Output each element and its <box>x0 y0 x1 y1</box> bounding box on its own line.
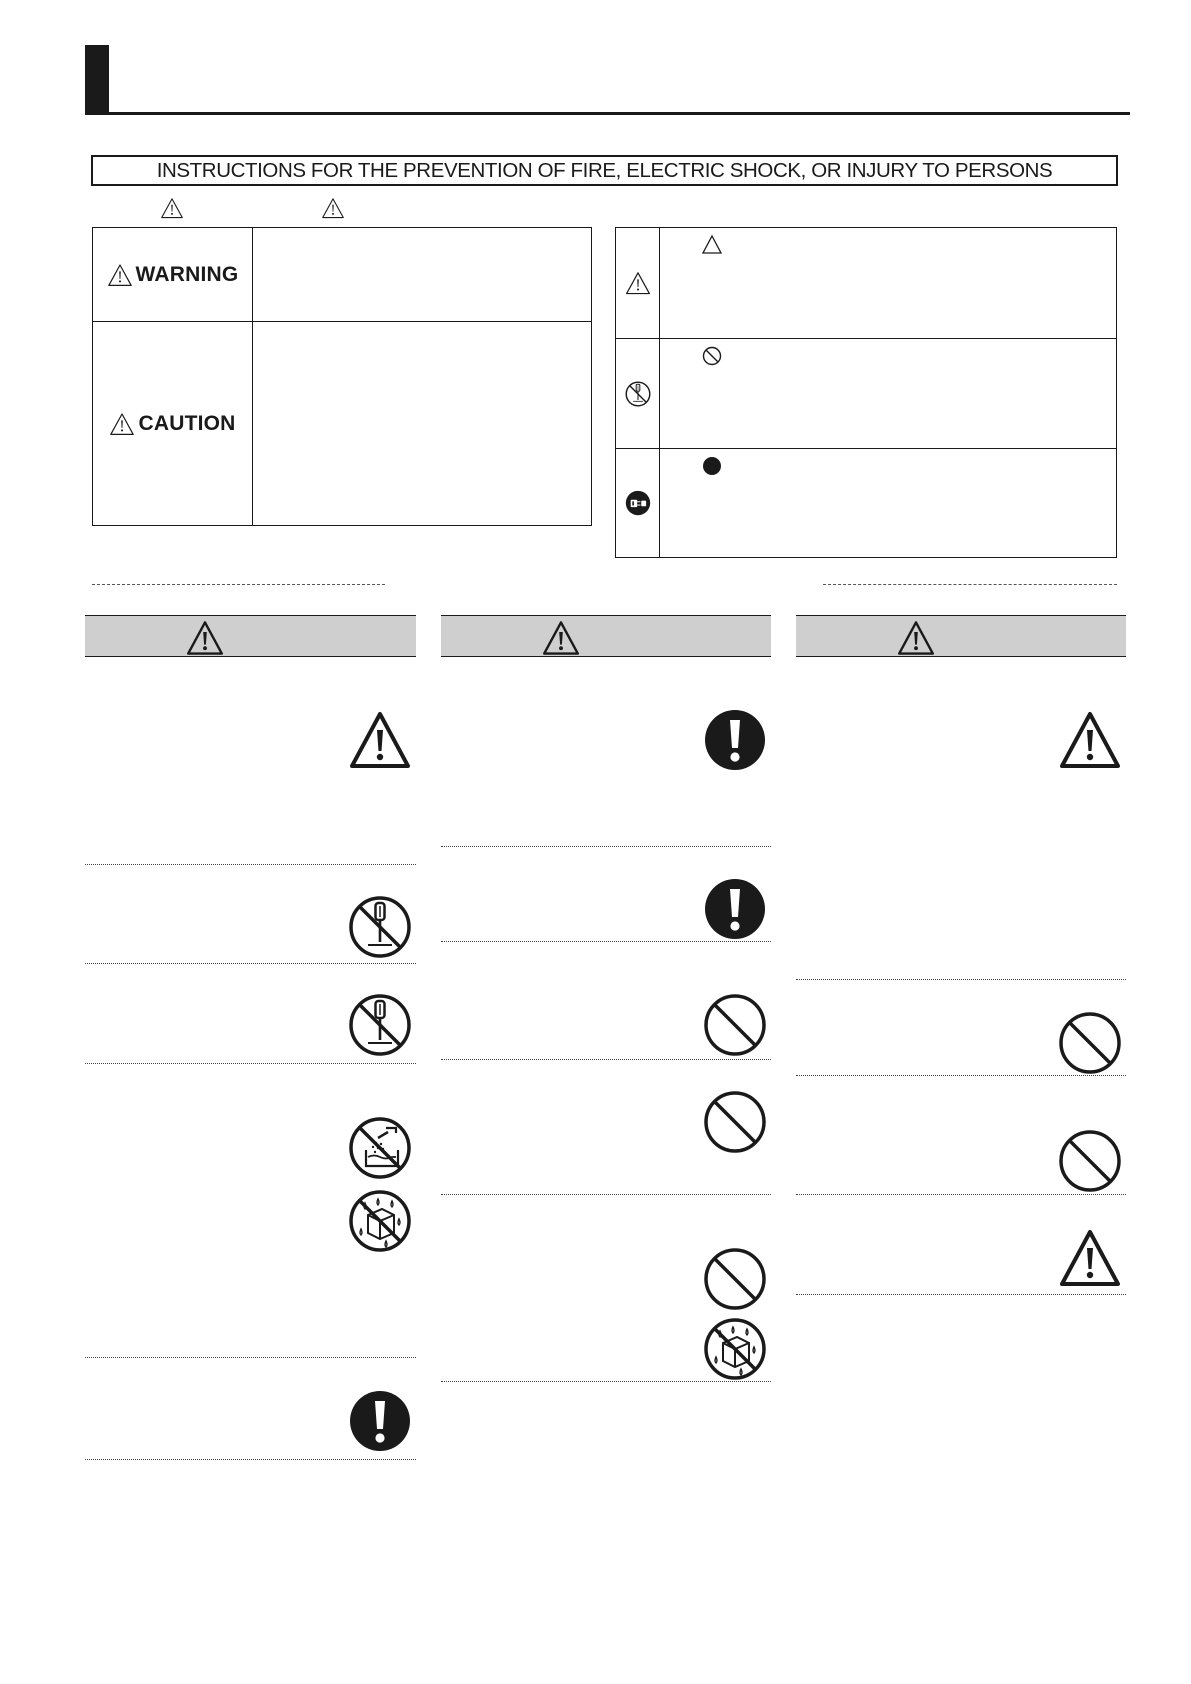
warning-triangle-icon <box>625 270 651 296</box>
item-separator <box>441 1194 771 1195</box>
no-water-icon <box>348 1116 412 1180</box>
item-separator <box>796 1294 1126 1295</box>
warning-triangle-icon <box>321 197 345 219</box>
warning-triangle-icon <box>896 620 936 656</box>
warning-triangle-icon <box>1058 708 1122 772</box>
prohibition-icon <box>703 993 767 1057</box>
warning-triangle-icon <box>107 263 133 287</box>
prohibition-icon <box>1058 1129 1122 1193</box>
symbols-table <box>615 227 1117 558</box>
section-marker <box>85 45 109 114</box>
mandatory-icon <box>703 877 767 941</box>
item-separator <box>441 941 771 942</box>
warning-triangle-icon <box>541 620 581 656</box>
caution-label: CAUTION <box>138 411 236 435</box>
item-separator <box>441 1381 771 1382</box>
warning-triangle-icon <box>109 412 135 436</box>
prohibition-icon <box>703 1090 767 1154</box>
item-separator <box>85 864 416 865</box>
no-disassembly-icon <box>348 993 412 1057</box>
prohibition-circle-icon <box>701 345 723 367</box>
item-separator <box>796 1075 1126 1076</box>
header-rule <box>85 112 1130 115</box>
warning-label-cell <box>93 228 253 321</box>
warning-triangle-icon <box>160 197 184 219</box>
column-header <box>796 615 1126 657</box>
item-separator <box>796 1194 1126 1195</box>
instructions-banner <box>91 155 1118 186</box>
warning-triangle-icon <box>185 620 225 656</box>
mandatory-icon <box>703 708 767 772</box>
symbol-row-caution <box>616 228 1116 339</box>
unplug-icon <box>625 490 651 516</box>
item-separator <box>85 1357 416 1358</box>
symbol-cell <box>616 449 660 557</box>
item-separator <box>85 963 416 964</box>
no-wet-icon <box>348 1189 412 1253</box>
banner-text: INSTRUCTIONS FOR THE PREVENTION OF FIRE, ELECTRIC SHOCK, OR INJURY TO PERSONS <box>156 158 1053 182</box>
no-wet-icon <box>703 1317 767 1381</box>
caution-label-cell <box>93 322 253 525</box>
item-separator <box>85 1063 416 1064</box>
prohibition-icon <box>703 1247 767 1311</box>
warning-triangle-icon <box>1058 1226 1122 1290</box>
filled-circle-icon <box>701 455 723 477</box>
warning-label: WARNING <box>135 262 239 286</box>
prohibition-icon <box>1058 1011 1122 1075</box>
item-separator <box>441 846 771 847</box>
column-header <box>85 615 416 657</box>
warning-triangle-icon <box>348 708 412 772</box>
no-disassembly-icon <box>625 381 651 407</box>
column-header <box>441 615 771 657</box>
item-separator <box>796 979 1126 980</box>
warning-definition-row <box>93 228 591 322</box>
symbol-cell <box>616 339 660 448</box>
item-separator <box>85 1459 416 1460</box>
dashed-separator <box>92 584 385 585</box>
caution-definition-row <box>93 322 591 525</box>
item-separator <box>441 1059 771 1060</box>
no-disassembly-icon <box>348 895 412 959</box>
symbol-row-prohibited <box>616 339 1116 449</box>
definitions-table <box>92 227 592 526</box>
symbol-cell <box>616 228 660 338</box>
mandatory-icon <box>348 1389 412 1453</box>
symbol-row-mandatory <box>616 449 1116 557</box>
triangle-outline-icon <box>701 234 723 256</box>
dashed-separator <box>823 584 1117 585</box>
